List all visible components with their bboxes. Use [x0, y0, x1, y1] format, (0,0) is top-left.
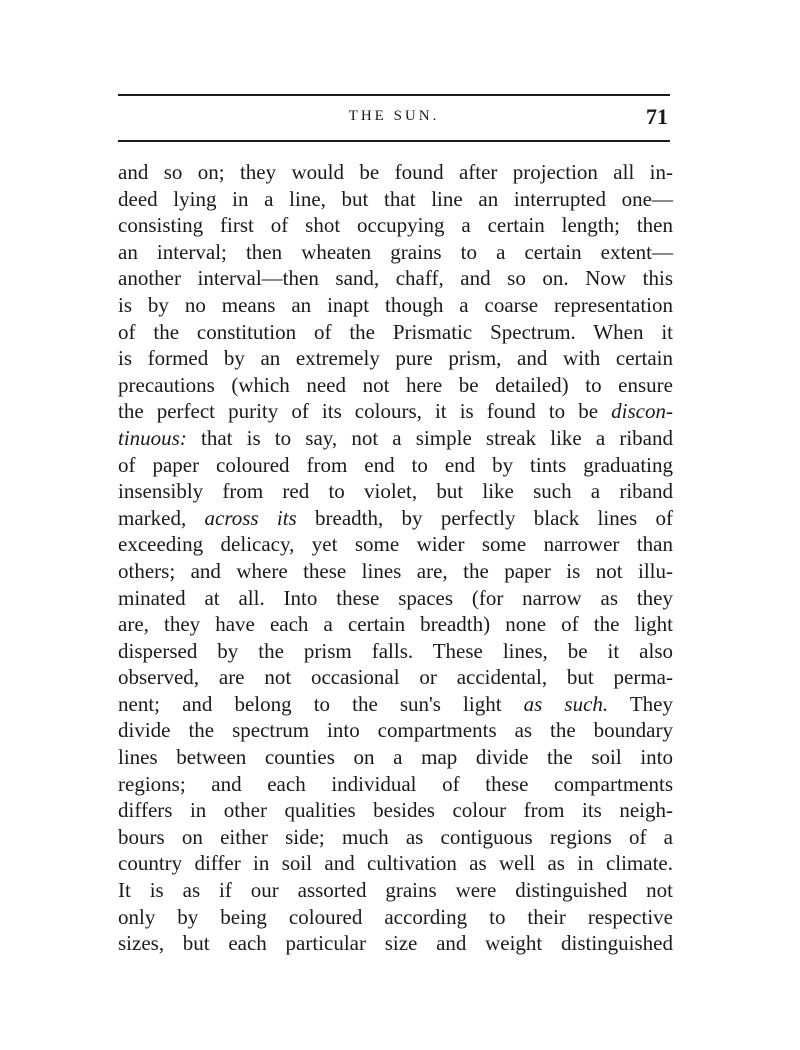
text-line: lines between counties on a map divide the soil into: [118, 745, 673, 770]
text-line: is by no means an inapt though a coarse representation: [118, 292, 673, 317]
text-line: [118, 691, 673, 718]
text-line: are, they have each a certain breadth) none of the light: [118, 612, 673, 637]
text-line: minated at all. Into these spaces (for narrow as they: [118, 585, 673, 610]
top-rule: [118, 94, 670, 96]
text-line: [118, 398, 673, 425]
text-line: differs in other qualities besides colour from its neigh-: [118, 798, 673, 823]
text-line: observed, are not occasional or accidental, but perma-: [118, 665, 673, 690]
text-line: sizes, but each particular size and weight distinguished: [118, 931, 673, 956]
page-number: 71: [646, 104, 668, 129]
text-line: of the constitution of the Prismatic Spectrum. When it: [118, 319, 673, 344]
text-line: [118, 425, 673, 452]
italic-text: across its: [204, 505, 297, 530]
text-line: others; and where these lines are, the paper is not illu-: [118, 558, 673, 583]
running-head: [118, 106, 670, 130]
body-text: [118, 159, 673, 957]
text-line: deed lying in a line, but that line an interrupted one—: [118, 186, 673, 211]
text-line: [118, 505, 673, 532]
italic-text: tinuous:: [118, 425, 187, 450]
text-line: only by being coloured according to their respective: [118, 904, 673, 929]
text-run: that is to say, not a simple streak like a riband: [186, 425, 673, 450]
running-title: THE SUN.: [348, 108, 440, 124]
text-line: insensibly from red to violet, but like such a riband: [118, 479, 673, 504]
text-line: bours on either side; much as contiguous regions of a: [118, 824, 673, 849]
text-line: exceeding delicacy, yet some wider some narrower than: [118, 532, 673, 557]
header-rule: [118, 140, 670, 142]
text-line: consisting first of shot occupying a certain length; then: [118, 213, 673, 238]
text-line: dispersed by the prism falls. These lines, be it also: [118, 638, 673, 663]
text-line: is formed by an extremely pure prism, and with certain: [118, 346, 673, 371]
text-line: another interval—then sand, chaff, and so on. Now this: [118, 266, 673, 291]
italic-text: discon-: [611, 399, 673, 424]
text-run: breadth, by perfectly black lines of: [296, 505, 673, 530]
text-line: precautions (which need not here be detailed) to ensure: [118, 372, 673, 397]
text-run: nent; and belong to the sun's light: [118, 691, 524, 716]
italic-text: as such.: [523, 691, 609, 716]
text-line: an interval; then wheaten grains to a certain extent—: [118, 239, 673, 264]
text-line: of paper coloured from end to end by tints graduating: [118, 452, 673, 477]
text-run: marked,: [118, 505, 205, 530]
text-line: regions; and each individual of these compartments: [118, 771, 673, 796]
text-run: They: [608, 691, 673, 716]
text-line: It is as if our assorted grains were distinguished not: [118, 878, 673, 903]
text-line: and so on; they would be found after projection all in-: [118, 160, 673, 184]
text-line: country differ in soil and cultivation as well as in climate.: [118, 851, 673, 876]
text-line: divide the spectrum into compartments as the boundary: [118, 718, 673, 743]
text-run: the perfect purity of its colours, it is found to be: [118, 399, 612, 424]
